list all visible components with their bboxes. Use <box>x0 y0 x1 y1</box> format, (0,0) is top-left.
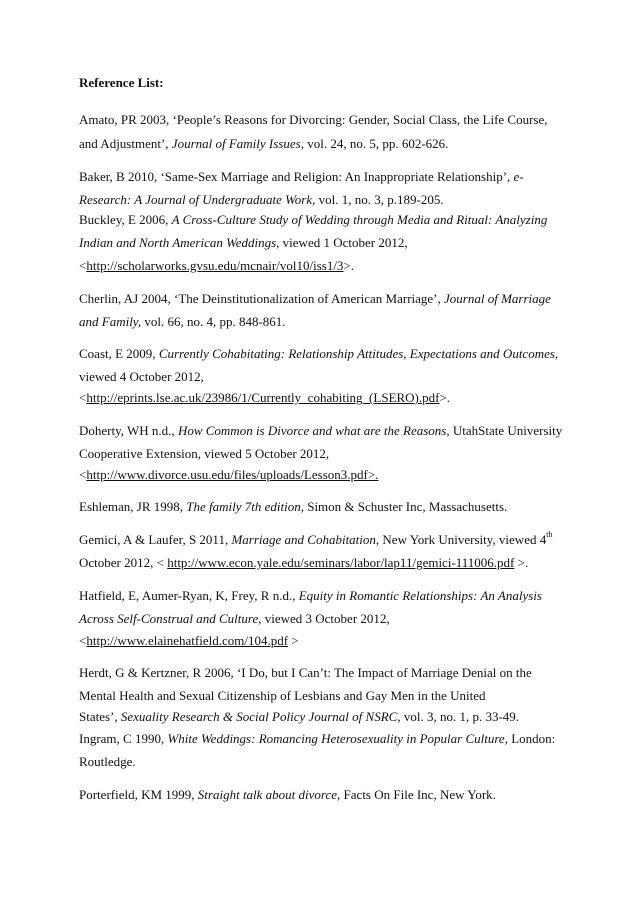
reference-baker-line-2: Research: A Journal of Undergraduate Work, vol. 1, no. 3, p.189-205. <box>79 192 444 207</box>
reference-cherlin-line-1: Cherlin, AJ 2004, ‘The Deinstitutionalization of American Marriage’, Journal of Marriage <box>79 291 551 306</box>
reference-buckley-line-2: Indian and North American Weddings, viewed 1 October 2012, <box>79 235 408 250</box>
reference-buckley-line-3: <http://scholarworks.gvsu.edu/mcnair/vol10/iss1/3>. <box>79 258 355 273</box>
reference-baker-line-1: Baker, B 2010, ‘Same-Sex Marriage and Religion: An Inappropriate Relationship’, e- <box>79 169 524 184</box>
reference-ingram-line-2: Routledge. <box>79 754 136 769</box>
reference-doherty-line-3: <http://www.divorce.usu.edu/files/uploads/Lesson3.pdf>. <box>79 467 379 482</box>
buckley-url-link[interactable]: http://scholarworks.gvsu.edu/mcnair/vol10/iss1/3 <box>86 258 344 273</box>
reference-coast-line-1: Coast, E 2009, Currently Cohabitating: Relationship Attitudes, Expectations and Outcomes, <box>79 346 559 361</box>
reference-eshleman-line-1: Eshleman, JR 1998, The family 7th edition, Simon & Schuster Inc, Massachusetts. <box>79 499 508 514</box>
reference-doherty-line-2: Cooperative Extension, viewed 5 October 2012, <box>79 446 330 461</box>
reference-buckley-line-1: Buckley, E 2006, A Cross-Culture Study of Wedding through Media and Ritual: Analyzing <box>79 212 548 227</box>
doherty-url-link[interactable]: http://www.divorce.usu.edu/files/uploads/Lesson3.pdf>. <box>86 467 379 482</box>
hatfield-url-link[interactable]: http://www.elainehatfield.com/104.pdf <box>86 633 289 648</box>
reference-list-heading: Reference List: <box>79 75 164 90</box>
reference-coast-line-2: viewed 4 October 2012, <box>79 369 204 384</box>
reference-cherlin-line-2: and Family, vol. 66, no. 4, pp. 848-861. <box>79 314 286 329</box>
reference-hatfield-line-1: Hatfield, E, Aumer-Ryan, K, Frey, R n.d., Equity in Romantic Relationships: An Analysis <box>79 588 542 603</box>
reference-doherty-line-1: Doherty, WH n.d., How Common is Divorce and what are the Reasons, UtahState University <box>79 423 563 438</box>
reference-hatfield-line-3: <http://www.elainehatfield.com/104.pdf > <box>79 633 299 648</box>
reference-herdt-line-3: States’, Sexuality Research & Social Policy Journal of NSRC, vol. 3, no. 1, p. 33-49. <box>79 709 520 724</box>
reference-hatfield-line-2: Across Self-Construal and Culture, viewed 3 October 2012, <box>79 611 390 626</box>
reference-porterfield-line-1: Porterfield, KM 1999, Straight talk about divorce, Facts On File Inc, New York. <box>79 787 496 802</box>
reference-herdt-line-1: Herdt, G & Kertzner, R 2006, ‘I Do, but I Can’t: The Impact of Marriage Denial on the <box>79 665 532 680</box>
coast-url-link[interactable]: http://eprints.lse.ac.uk/23986/1/Currently_cohabiting_(LSERO).pdf <box>86 390 440 405</box>
reference-ingram-line-1: Ingram, C 1990, White Weddings: Romancing Heterosexuality in Popular Culture, London: <box>79 731 556 746</box>
reference-amato-line-1: Amato, PR 2003, ‘People’s Reasons for Divorcing: Gender, Social Class, the Life Course, <box>79 112 548 127</box>
reference-coast-line-3: <http://eprints.lse.ac.uk/23986/1/Currently_cohabiting_(LSERO).pdf>. <box>79 390 451 405</box>
gemici-url-link[interactable]: http://www.econ.yale.edu/seminars/labor/lap11/gemici-111006.pdf <box>167 555 515 570</box>
reference-gemici-line-2: October 2012, < http://www.econ.yale.edu/seminars/labor/lap11/gemici-111006.pdf >. <box>79 555 529 570</box>
reference-herdt-line-2: Mental Health and Sexual Citizenship of Lesbians and Gay Men in the United <box>79 688 486 703</box>
reference-amato-line-2: and Adjustment’, Journal of Family Issues, vol. 24, no. 5, pp. 602-626. <box>79 136 449 151</box>
reference-gemici-line-1: Gemici, A & Laufer, S 2011, Marriage and Cohabitation, New York University, viewed 4th <box>79 530 553 547</box>
